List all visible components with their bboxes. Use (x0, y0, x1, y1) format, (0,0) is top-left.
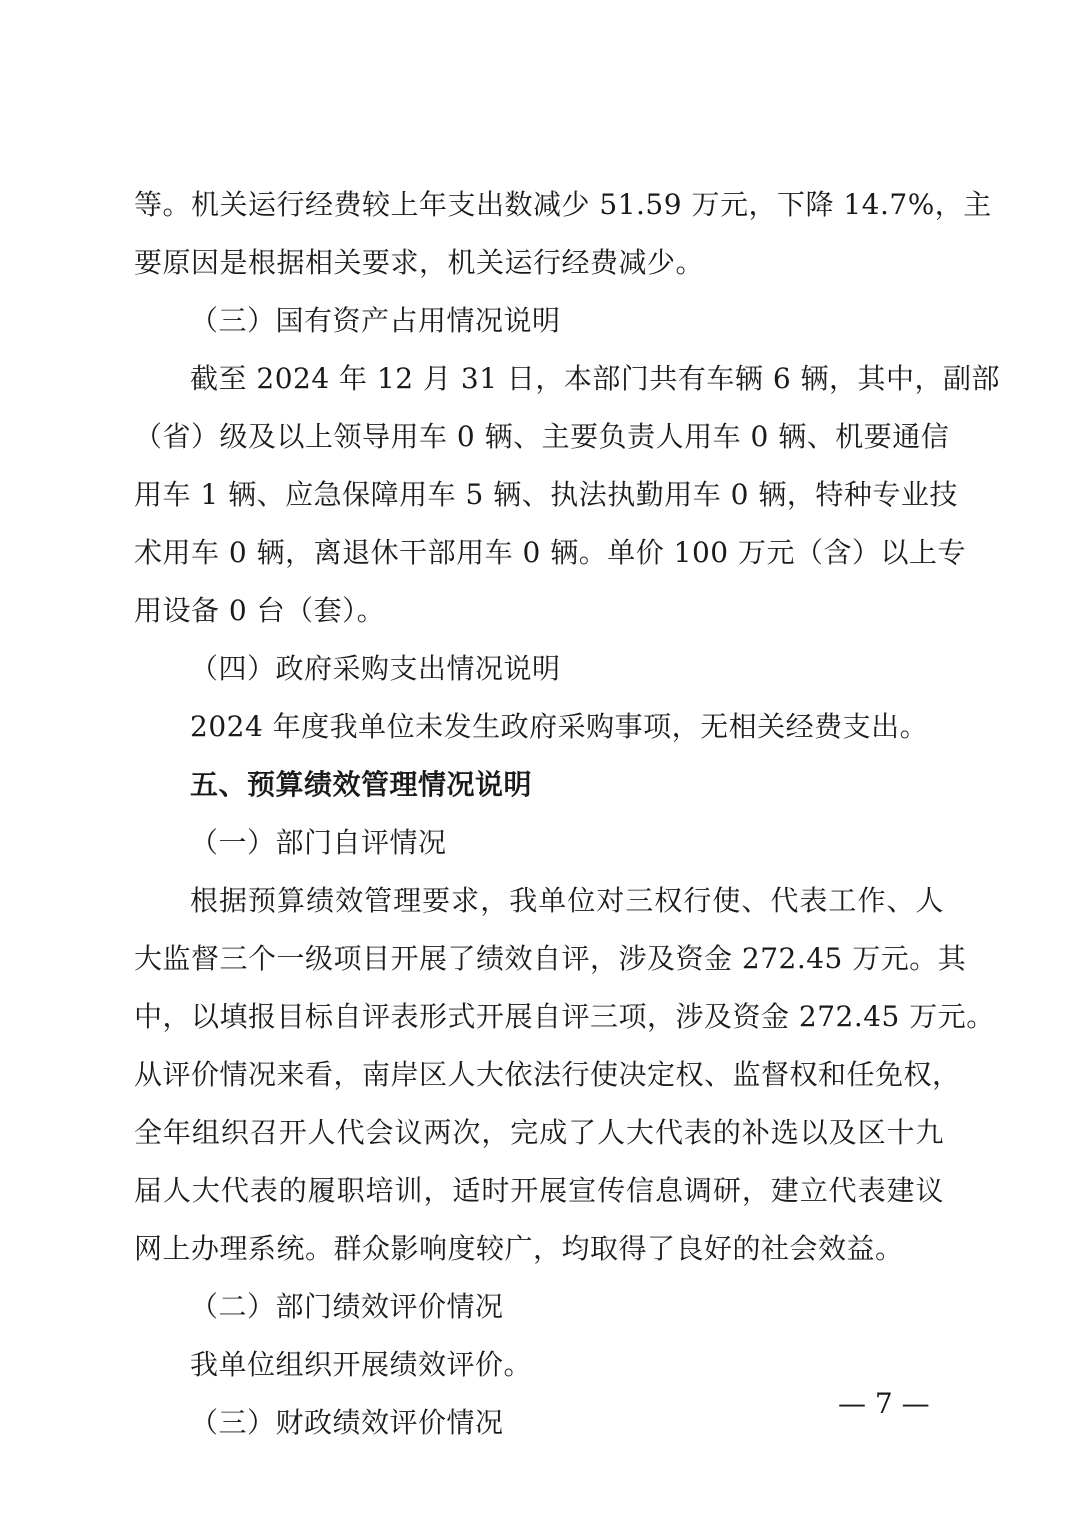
paragraph-line: 大监督三个一级项目开展了绩效自评，涉及资金 272.45 万元。其 (134, 942, 967, 975)
paragraph-line: 2024 年度我单位未发生政府采购事项，无相关经费支出。 (190, 710, 929, 743)
paragraph-line: 截至 2024 年 12 月 31 日，本部门共有车辆 6 辆，其中，副部 (190, 362, 1001, 395)
subsection-heading: （三）国有资产占用情况说明 (190, 304, 561, 337)
subsection-heading: （四）政府采购支出情况说明 (190, 652, 561, 685)
paragraph-line: 从评价情况来看，南岸区人大依法行使决定权、监督权和任免权， (134, 1058, 961, 1091)
section-heading: 五、预算绩效管理情况说明 (190, 768, 533, 801)
paragraph-line: （省）级及以上领导用车 0 辆、主要负责人用车 0 辆、机要通信 (134, 420, 950, 453)
paragraph-line: 全年组织召开人代会议两次，完成了人大代表的补选以及区十九 (134, 1116, 944, 1149)
paragraph-line: 中，以填报目标自评表形式开展自评三项，涉及资金 272.45 万元。 (134, 1000, 995, 1033)
paragraph-line: 我单位组织开展绩效评价。 (190, 1348, 533, 1381)
paragraph-line: 用车 1 辆、应急保障用车 5 辆、执法执勤用车 0 辆，特种专业技 (134, 478, 958, 511)
subsection-heading: （二）部门绩效评价情况 (190, 1290, 504, 1323)
paragraph-line: 根据预算绩效管理要求，我单位对三权行使、代表工作、人 (190, 884, 944, 917)
subsection-heading: （一）部门自评情况 (190, 826, 447, 859)
subsection-heading: （三）财政绩效评价情况 (190, 1406, 504, 1439)
paragraph-line: 网上办理系统。群众影响度较广，均取得了良好的社会效益。 (134, 1232, 904, 1265)
paragraph-line: 届人大代表的履职培训，适时开展宣传信息调研，建立代表建议 (134, 1174, 944, 1207)
paragraph-line: 要原因是根据相关要求，机关运行经费减少。 (134, 246, 705, 279)
page-number: — 7 — (838, 1387, 930, 1420)
paragraph-line: 术用车 0 辆，离退休干部用车 0 辆。单价 100 万元（含）以上专 (134, 536, 966, 569)
paragraph-line: 用设备 0 台（套）。 (134, 594, 386, 627)
paragraph-line: 等。机关运行经费较上年支出数减少 51.59 万元，下降 14.7%，主 (134, 188, 992, 221)
